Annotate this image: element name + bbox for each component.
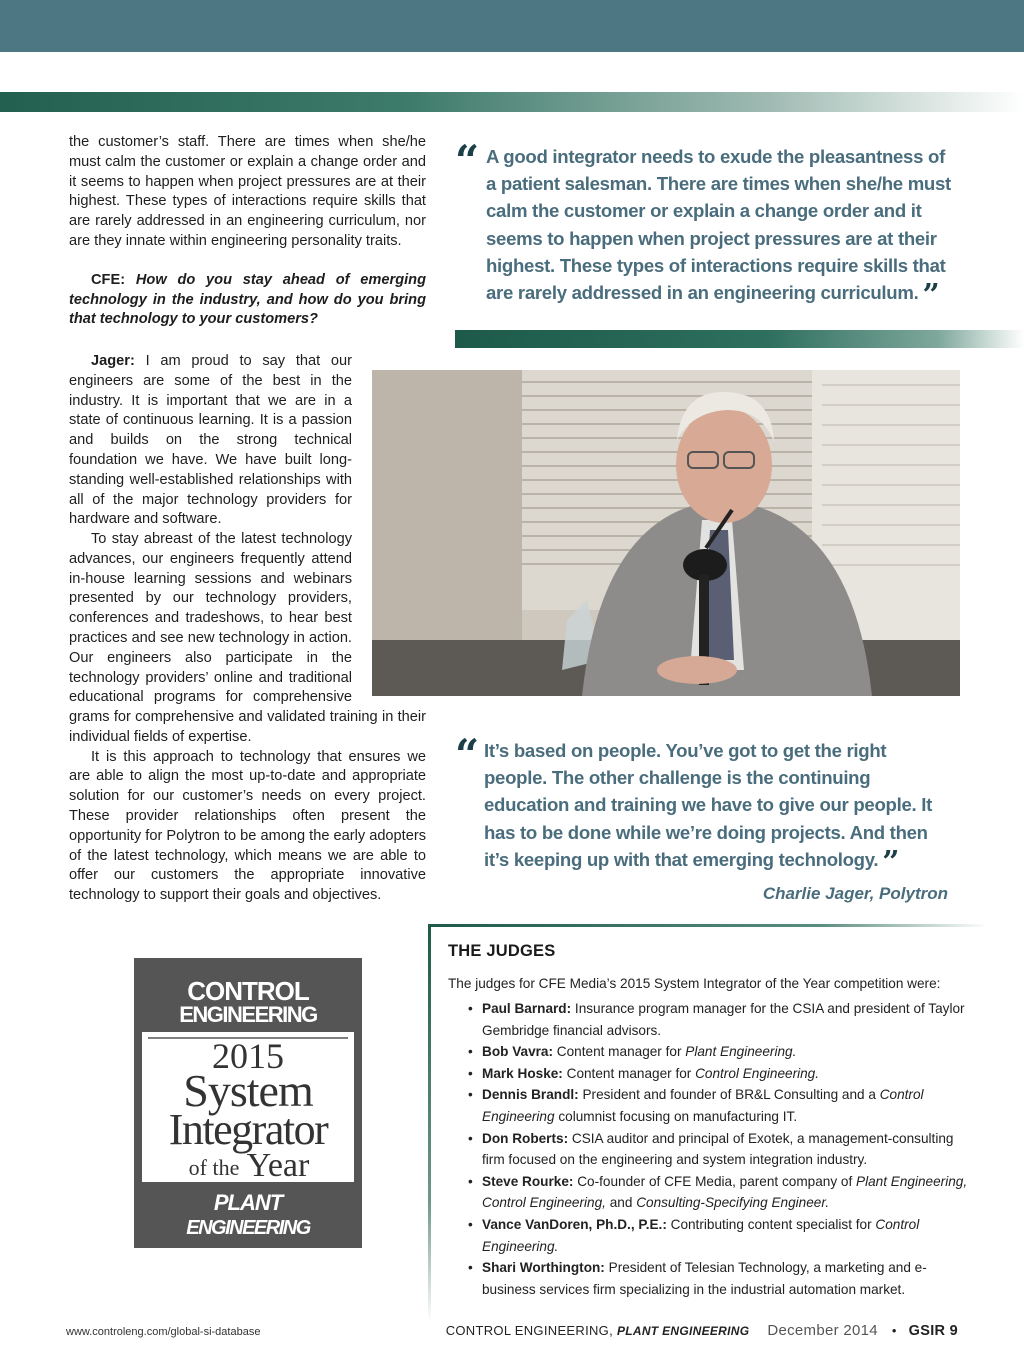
footer-url: www.controleng.com/global-si-database	[66, 1326, 261, 1338]
svg-text:CONTROL: CONTROL	[187, 976, 309, 1006]
svg-text:Integrator: Integrator	[168, 1105, 328, 1154]
sidebar-top-rule	[428, 924, 988, 927]
svg-text:PLANT: PLANT	[213, 1190, 283, 1215]
judge-item: • Paul Barnard: Insurance program manager for the CSIA and president of Taylor Gembridge financial advisors.	[468, 1001, 965, 1038]
close-quote-icon: ”	[882, 844, 900, 880]
paragraph: To stay abreast of the latest technology advances, our engineers frequently attend in-house learning sessions and webinars presented by our technology providers, conferences and tradeshows, to hear best practices and see new technology in action. Our engineers also participate in the technology providers’ online and traditional educational programs for comprehensive	[69, 531, 352, 706]
header-gradient-stripe	[0, 92, 1024, 112]
open-quote-icon: “	[455, 730, 480, 779]
judge-item: • Bob Vavra: Content manager for Plant Engineering.	[468, 1044, 797, 1060]
paragraph: the customer’s staff. There are times when she/he must calm the customer or explain a change order and it seems to happen when project pressures are at their highest. These types of interactions require skills that are rarely addressed in an engineering curriculum, nor are they innate within engineering personality traits.	[69, 134, 426, 249]
jager-answer: Jager: I am proud to say that our engineers are some of the best in the industry. It is important that we are in a state of continuous learning. It is a passion and builds on the strong technical foundation we have. We have built long-standing well-established relationships with all of the major technology providers for hardware and software.	[69, 353, 352, 528]
open-quote-icon: “	[455, 136, 480, 185]
judges-intro: The judges for CFE Media’s 2015 System Integrator of the Year competition were:	[448, 976, 941, 991]
svg-text:ENGINEERING: ENGINEERING	[179, 1002, 317, 1027]
sidebar-left-rule	[428, 924, 431, 1322]
svg-text:Year: Year	[246, 1147, 310, 1184]
quote-attribution: Charlie Jager, Polytron	[762, 884, 948, 903]
award-badge-logo	[134, 958, 362, 1248]
svg-text:System: System	[183, 1065, 313, 1116]
judge-item: • Steve Rourke: Co-founder of CFE Media, parent company of Plant Engineering, Control Engineering, and Consulting-Specifying Engineer.	[468, 1173, 968, 1211]
judge-item: • Vance VanDoren, Ph.D., P.E.: Contributing content specialist for Control Engineering.	[468, 1216, 920, 1254]
judges-list	[468, 998, 968, 1300]
photo-illustration	[372, 370, 960, 696]
svg-text:2015: 2015	[212, 1036, 284, 1076]
judge-item: • Dennis Brandl: President and founder of BR&L Consulting and a Control Engineering columnist focusing on manufacturing IT.	[468, 1087, 924, 1124]
header-bar	[0, 0, 1024, 52]
svg-text:of the: of the	[188, 1155, 240, 1180]
judges-sidebar	[428, 924, 988, 1322]
article-column-narrow	[69, 352, 352, 530]
pull-quote-2: It’s based on people. You’ve got to get the right people. The other challenge is the continuing education and training we have to give our people. It has to be done while we’re doing projects. And then it’s keeping up with that emerging technology. ”	[484, 740, 932, 880]
divider-stripe	[455, 330, 1024, 348]
close-quote-icon: ”	[922, 278, 940, 314]
paragraph: grams for comprehensive and validated training in their individual fields of expertise.	[69, 709, 426, 745]
paragraph: It is this approach to technology that ensures we are able to align the most up-to-date and appropriate solution for our customer’s needs on every project. These provider relationships often present the opportunity for Polytron to be among the early adopters of the latest technology, which means we are able to offer our customers the appropriate innovative technology to support their goals and objectives.	[69, 748, 426, 904]
judges-title: THE JUDGES	[448, 942, 556, 960]
judge-item: • Shari Worthington: President of Telesian Technology, a marketing and e-business services firm specializing in the industrial automation market.	[468, 1260, 927, 1297]
pull-quote-1: A good integrator needs to exude the pleasantness of a patient salesman. There are times when she/he must calm the customer or explain a change order and it seems to happen when project pressures are at their highest. These types of interactions require skills that are rarely addressed in an engineering curriculum. ”	[486, 146, 951, 314]
article-column-narrow-2	[69, 530, 352, 708]
interview-photo	[372, 370, 960, 696]
award-badge-graphic	[134, 958, 362, 1248]
judge-item: • Don Roberts: CSIA auditor and principal of Exotek, a management-consulting firm focused on the engineering and system integration industry.	[468, 1130, 954, 1168]
judge-item: • Mark Hoske: Content manager for Control Engineering.	[468, 1065, 820, 1081]
article-column-bottom	[69, 708, 426, 906]
cfe-question: CFE: How do you stay ahead of emerging technology in the industry, and how do you bring that technology to your customers?	[69, 271, 426, 328]
footer-folio: CONTROL ENGINEERING, PLANT ENGINEERING December 2014 • GSIR 9	[445, 1322, 958, 1339]
article-column-top	[69, 133, 426, 330]
svg-text:ENGINEERING: ENGINEERING	[186, 1217, 310, 1239]
